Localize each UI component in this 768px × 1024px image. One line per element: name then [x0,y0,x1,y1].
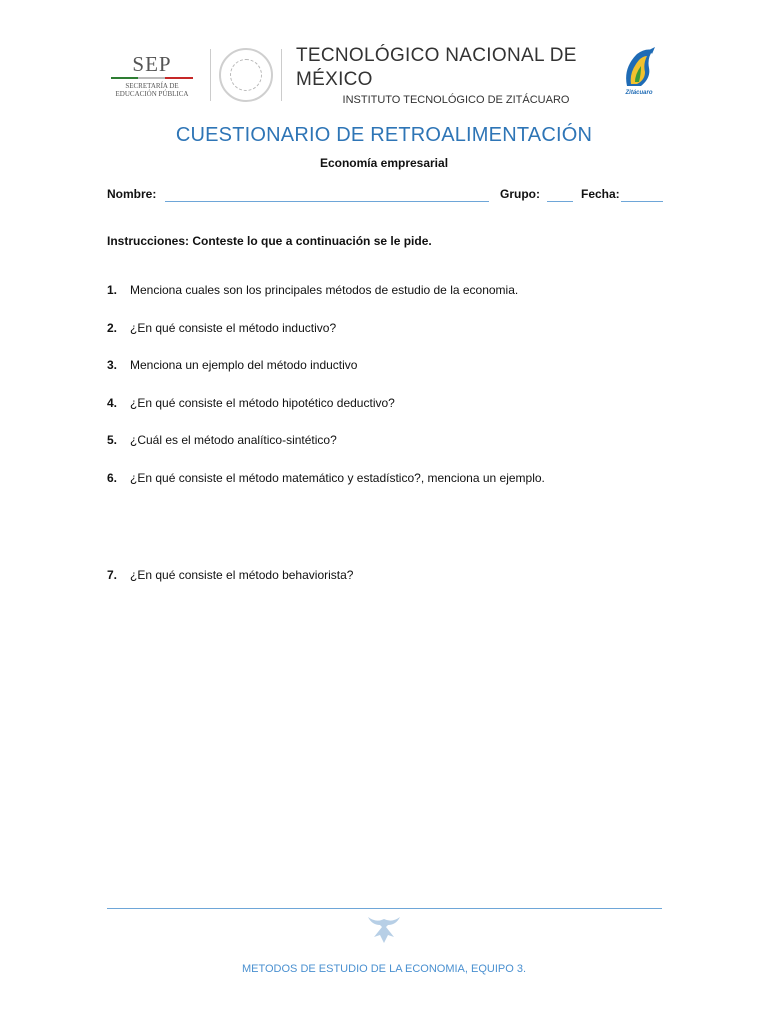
question-number: 5. [107,433,118,447]
question-number: 1. [107,283,118,297]
question-item [107,433,337,447]
institution-title: TECNOLÓGICO NACIONAL DE MÉXICO [296,45,577,90]
question-text: Menciona cuales son los principales métodos de estudio de la economia. [130,283,519,297]
group-field-line[interactable] [547,201,573,202]
document-subtitle: Economía empresarial [319,156,449,170]
date-label: Fecha: [581,187,620,201]
header-divider [210,49,211,101]
name-field-line[interactable] [165,201,489,202]
sep-logo-subtitle-2: EDUCACIÓN PÚBLICA [115,89,189,98]
header-divider [281,49,282,101]
sep-logo [106,44,198,106]
sep-logo-title: SEP [132,51,172,76]
question-number: 7. [107,568,118,582]
date-field-line[interactable] [621,201,663,202]
instructions-text: Instrucciones: Conteste lo que a continuación se le pide. [107,234,432,248]
institution-block [296,44,616,106]
question-number: 6. [107,471,118,485]
group-label: Grupo: [500,187,540,201]
question-text: ¿En qué consiste el método inductivo? [130,321,337,335]
document-title: CUESTIONARIO DE RETROALIMENTACIÓN [175,124,593,146]
question-number: 2. [107,321,118,335]
question-item [107,321,336,335]
question-text: ¿Cuál es el método analítico-sintético? [130,433,337,447]
question-text: ¿En qué consiste el método hipotético deductivo? [130,396,395,410]
footer-ornament-icon [366,913,402,945]
question-item [107,358,357,372]
national-seal-icon [219,48,273,102]
question-text: Menciona un ejemplo del método inductivo [130,358,358,372]
document-header [106,44,662,106]
question-item [107,471,545,485]
name-label: Nombre: [107,187,157,201]
institution-subtitle: INSTITUTO TECNOLÓGICO DE ZITÁCUARO [342,94,570,106]
sep-logo-rule [111,77,193,79]
question-text: ¿En qué consiste el método behaviorista? [130,568,354,582]
footer-text: METODOS DE ESTUDIO DE LA ECONOMIA, EQUIPO 3. [241,963,527,975]
itz-logo-icon [619,46,659,92]
question-item [107,568,353,582]
sep-logo-subtitle-1: SECRETARÍA DE [125,81,179,90]
question-number: 4. [107,396,118,410]
question-text: ¿En qué consiste el método matemático y estadístico?, menciona un ejemplo. [130,471,545,485]
itz-logo [616,46,662,104]
student-info-row [107,187,663,207]
footer-rule [107,908,662,909]
question-item [107,283,518,297]
itz-logo-caption: Zitácuaro [625,90,653,96]
question-number: 3. [107,358,118,372]
question-item [107,396,395,410]
